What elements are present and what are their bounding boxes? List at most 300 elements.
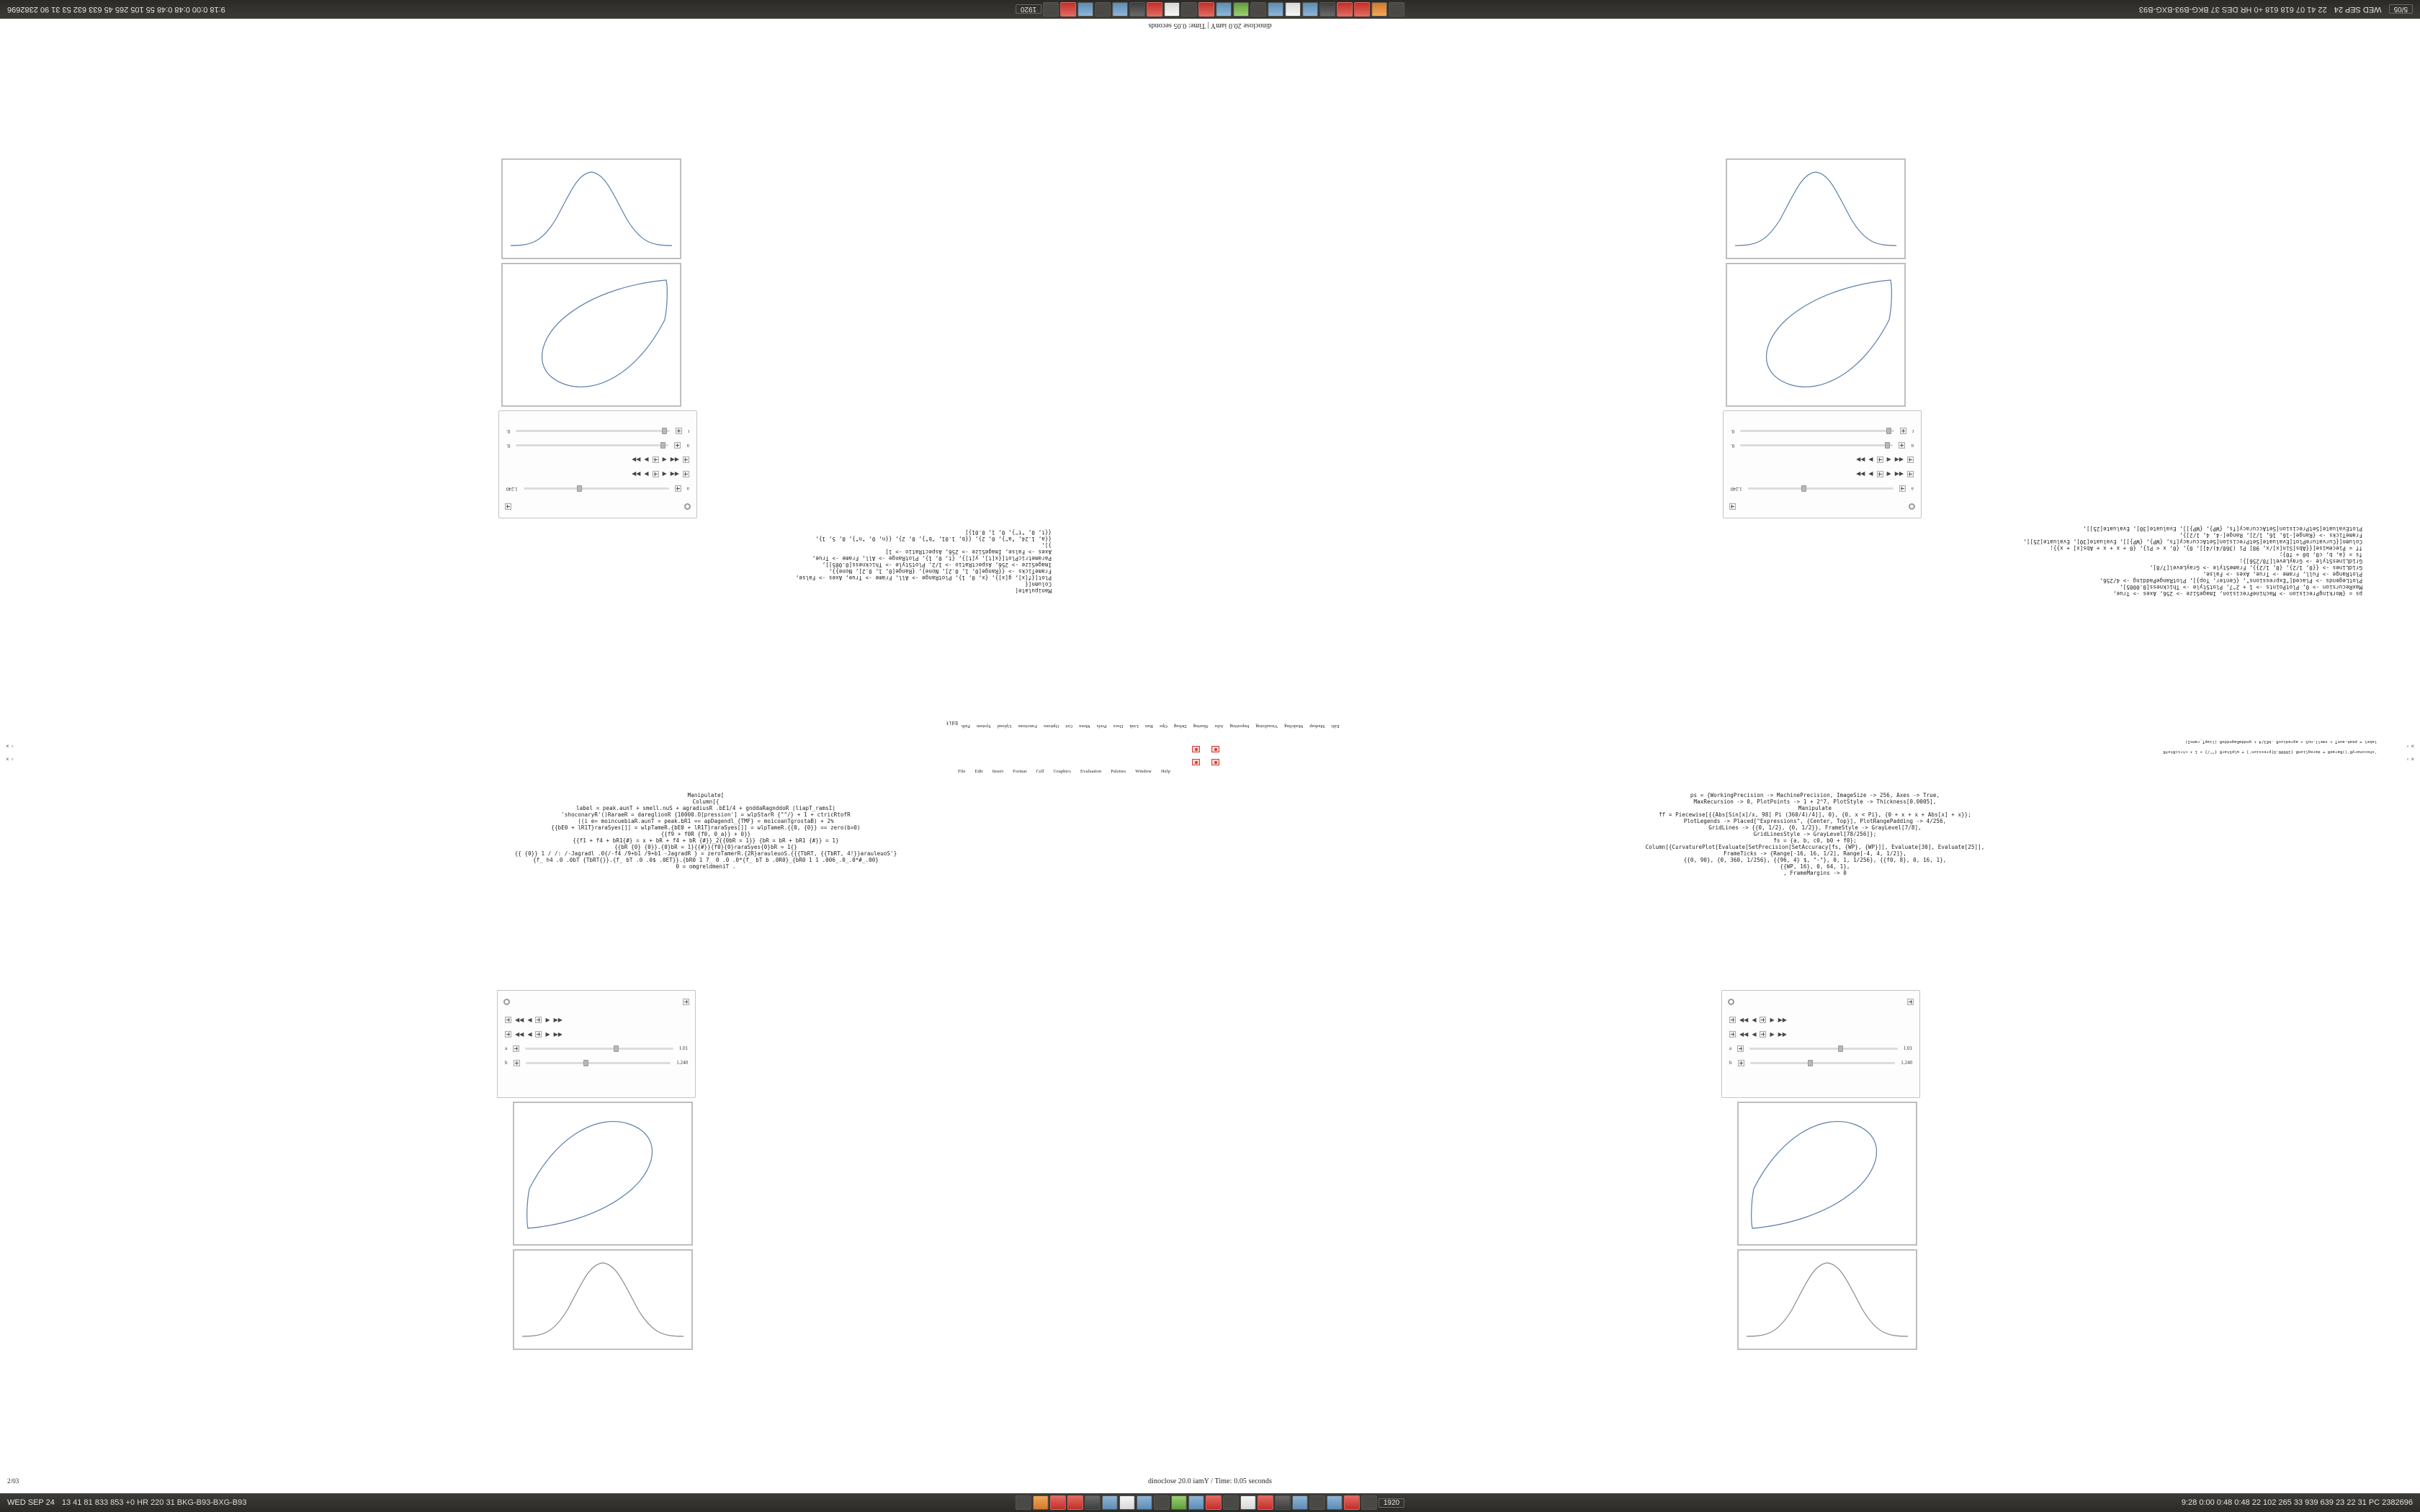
- menu-file[interactable]: File: [958, 769, 966, 774]
- step-back-fast-button[interactable]: ◀◀: [1739, 1030, 1749, 1038]
- bell-plot-bottom-left: [513, 1249, 693, 1350]
- firefox-icon[interactable]: [1371, 2, 1387, 17]
- step-back-button[interactable]: ◀: [1752, 1030, 1757, 1038]
- mathematica-icon[interactable]: [1060, 2, 1076, 17]
- step-back-fast-button[interactable]: ◀◀: [1894, 471, 1904, 478]
- step-back-button[interactable]: ◀: [1886, 471, 1891, 478]
- menu-item[interactable]: Visualizing: [1255, 724, 1278, 729]
- code-line: {{bE0 + lR1T}raraSyes[]] = wlpTameR.{bE0 + lR1T}raraSyes[]] = wlpTameR.{{0, {0}} == zero(b=0): [551, 824, 861, 831]
- text-editor-icon[interactable]: [1302, 2, 1318, 17]
- menu-item[interactable]: Link: [1129, 724, 1139, 729]
- slider-value-a: 1.240: [506, 486, 518, 492]
- plus-icon[interactable]: [1729, 1017, 1736, 1023]
- slider-label-t: t: [688, 428, 689, 434]
- plus-icon[interactable]: [513, 1045, 519, 1052]
- menu-item[interactable]: Functions: [1018, 724, 1038, 729]
- notebook-top-left[interactable]: [497, 72, 697, 518]
- log-text: 'shoconaryR'()RaraeR = dareglionR {10000.O[pression'] = wlpStarR {""/} + 1 + ctricRtofR: [2163, 750, 2377, 754]
- menu-item[interactable]: Prefs: [1096, 724, 1107, 729]
- code-block-top-left[interactable]: [94, 529, 1052, 594]
- step-back-fast-button[interactable]: ◀◀: [670, 471, 679, 478]
- close-icon[interactable]: ×: [2411, 743, 2414, 750]
- code-line: Column[{: [1025, 581, 1052, 588]
- code-line: FrameTicks -> {Range[-16, 16, 1/2], Range[-4, 4, 1/2]},: [1724, 850, 1906, 857]
- gear-icon[interactable]: [503, 999, 510, 1005]
- secondary-menubar-top[interactable]: [962, 724, 1340, 729]
- code-line: 'shoconaryR'()RaraeR = dareglionR {10000.O[pression'] = wlpStarR {""/} + 1 + ctricRtofR: [561, 811, 851, 818]
- play-button[interactable]: [1760, 1017, 1766, 1023]
- play-button[interactable]: [1877, 457, 1883, 464]
- curve-plot-top-left: [501, 158, 681, 259]
- step-back-button[interactable]: ◀: [527, 1030, 532, 1038]
- code-line: {{0, 90}, {0, 360, 1/256}, {{96, 4} $, "-"}, 0, 1, 1/256}, {{f0, 8}, 0, 16, 1},: [1683, 857, 1947, 863]
- top-panel-tray: [1016, 2, 1404, 17]
- animation-controls-b[interactable]: [1724, 453, 1921, 467]
- step-fwd-fast-button[interactable]: ▶▶: [1856, 456, 1865, 464]
- mail-icon[interactable]: [1258, 1495, 1273, 1510]
- calculator-icon[interactable]: [1250, 2, 1266, 17]
- menu-item[interactable]: System: [976, 724, 991, 729]
- bell-plot-bottom-right: [1737, 1249, 1917, 1350]
- step-fwd-fast-button[interactable]: ▶▶: [1856, 471, 1865, 478]
- notebook-bottom-right[interactable]: [1721, 990, 1922, 1436]
- slider-row-b[interactable]: [498, 1056, 695, 1070]
- animation-controls-b[interactable]: [498, 1027, 695, 1041]
- slider-track-a[interactable]: [1748, 488, 1894, 490]
- code-line: ff = Piecewise[{{Abs[Sin[x]/x, 98] Pi (360/4)/4]], 0}, {0, x < Pi}, {0 + x + x + Abs[x] + x}};: [1659, 811, 1971, 818]
- plus-icon[interactable]: [1737, 1045, 1744, 1052]
- code-line: {{bR {0} {0}}.{0}bR = 1}{{#}}{f0}{0}raraSyes{0}bR = 1{}: [614, 844, 797, 850]
- recorder-icon[interactable]: [1050, 1495, 1066, 1510]
- step-fwd-fast-button[interactable]: ▶▶: [1778, 1030, 1787, 1038]
- menu-format[interactable]: Format: [1013, 769, 1027, 774]
- slider-row-a[interactable]: [499, 482, 696, 496]
- plus-icon[interactable]: [683, 472, 689, 478]
- files-icon[interactable]: [1389, 2, 1404, 17]
- slider-value-t: 0.: [506, 428, 511, 434]
- code-line: 0 = omgreldmeniT .: [676, 863, 736, 870]
- plus-icon[interactable]: [1899, 443, 1906, 449]
- plus-icon[interactable]: [505, 504, 511, 510]
- plus-icon[interactable]: [675, 486, 681, 492]
- archive-icon[interactable]: [1171, 1495, 1187, 1510]
- slider-value-n: 0.: [1731, 443, 1735, 449]
- code-line: PlotEvaluate[SetPrecision[SetAccuracy[fs, {WP}, {WP}]], Evaluate[30], Evaluate[25]],: [2083, 526, 2362, 532]
- code-line: GridLinesStyle -> GrayLevel[78/256]};: [2239, 558, 2362, 564]
- editor-icon[interactable]: [1309, 1495, 1325, 1510]
- window-title-top: dinoclose 20.0 iamY | Time: 0.05 seconds: [1148, 22, 1272, 30]
- play-button[interactable]: [535, 1017, 542, 1023]
- plus-icon[interactable]: [1907, 457, 1914, 464]
- manipulate-header: [1724, 496, 1921, 518]
- slider-label-a: a: [1729, 1045, 1732, 1051]
- code-line: {{f9 + f0R {f0, 0_a}} + 0}}: [660, 831, 751, 837]
- image-viewer-icon[interactable]: [1268, 2, 1283, 17]
- window-controls-right-2[interactable]: [2406, 756, 2414, 762]
- manipulate-panel-top-right[interactable]: [1723, 410, 1922, 518]
- terminal-icon[interactable]: [1319, 2, 1335, 17]
- step-fwd-button[interactable]: ▶: [545, 1016, 550, 1023]
- code-line: ((i e= moincuebiaR.aunT = peak.bR1 == apDagendl_{TMF} = moicoanTgrostaB) + 2%: [578, 818, 834, 824]
- workspace-indicator-bottom[interactable]: 2/03: [7, 1477, 19, 1485]
- play-button[interactable]: [653, 457, 659, 464]
- gear-icon[interactable]: [1728, 999, 1734, 1005]
- code-line: FrameTicks -> {Range[-16, 16, 1/2], Range[-4, 4, 1/2]},: [2179, 532, 2362, 539]
- slider-track-a[interactable]: [1749, 1048, 1898, 1050]
- menu-item[interactable]: Debug: [1173, 724, 1187, 729]
- menubar-items-reversed[interactable]: Edit: [946, 720, 958, 726]
- step-fwd-button[interactable]: ▶: [1868, 471, 1873, 478]
- code-line: GridLinesStyle -> GrayLevel[78/256]};: [1753, 831, 1877, 837]
- slider-value-a: 1.01: [678, 1045, 688, 1051]
- mathematica-icon[interactable]: [1285, 2, 1301, 17]
- gear-icon[interactable]: [1909, 504, 1915, 510]
- code-line: {{ {0}} 1 / /: /-Jagradl .0{/-f4 /9+b1 /9+b1 -JagradR } = zeroTamerR.{2R}arauleuoS.{{{TbRT, {{TbRT, 4!}}arauleuoS'}: [514, 850, 897, 857]
- window-controls-left-2[interactable]: [6, 756, 14, 762]
- manipulate-header: [499, 496, 696, 518]
- code-line: MaxRecursion -> 0, PlotPoints -> 1 + 2^7, PlotStyle -> Thickness[0.0005],: [1693, 798, 1937, 805]
- step-fwd-button[interactable]: ▶: [644, 456, 649, 464]
- bottom-panel-status: 9:28 0:00 0:48 0:48 22 102 265 33 939 639 23 22 31 PC 2382696: [2181, 1498, 2413, 1507]
- notebook-top-right[interactable]: [1721, 72, 1922, 518]
- window-status-bottom: dinoclose 20.0 iamY / Time: 0.05 seconds: [1148, 1477, 1272, 1485]
- parametric-plot-top-left: [501, 263, 681, 407]
- menu-item[interactable]: Jobs: [1214, 724, 1224, 729]
- slider-value-t: 0.: [1731, 428, 1735, 434]
- animation-controls-a[interactable]: [1722, 1012, 1919, 1027]
- plus-icon[interactable]: [1907, 999, 1914, 1005]
- step-back-fast-button[interactable]: ◀◀: [515, 1016, 524, 1023]
- gear-icon[interactable]: [684, 504, 691, 510]
- slider-row-b[interactable]: [1722, 1056, 1919, 1070]
- bottom-panel-left: [0, 1498, 254, 1507]
- code-line: fs = {a, b, c0, b0 + f0};: [1773, 837, 1857, 844]
- mathematica-icon[interactable]: [1119, 1495, 1135, 1510]
- parametric-plot-top-right: [1726, 263, 1906, 407]
- plus-icon[interactable]: [505, 1031, 511, 1038]
- menu-insert[interactable]: Insert: [992, 769, 1004, 774]
- code-line: Column[{CurvaturePlot[Evaluate[SetPrecision[SetAccuracy[fs, {WP}, {WP}]], Evaluate[30], Evaluate[25]],: [1645, 844, 1985, 850]
- media-player-icon[interactable]: [1181, 2, 1197, 17]
- menu-graphics[interactable]: Graphics: [1053, 769, 1072, 774]
- play-button[interactable]: [1877, 472, 1883, 478]
- top-panel-sysinfo: 22 41 07 618 618 +0 HR DES 37 BKG-B93-BXG-B93: [2138, 5, 2327, 14]
- code-line: MaxRecursion -> 0, PlotPoints -> 1 + 2^7, PlotStyle -> Thickness[0.0005],: [2120, 584, 2362, 590]
- step-back-fast-button[interactable]: ◀◀: [515, 1030, 524, 1038]
- code-line: Axes -> False, ImageSize -> 256, AspectRatio -> 1]: [885, 549, 1052, 555]
- curve-plot-top-right: [1726, 158, 1906, 259]
- bottom-panel-tray: [1016, 1495, 1404, 1510]
- menu-item[interactable]: Get: [1065, 724, 1072, 729]
- animation-controls-a[interactable]: [498, 1012, 695, 1027]
- slider-value-b: 1.240: [1901, 1060, 1912, 1066]
- slider-label-n: n: [686, 443, 689, 449]
- slider-label-a: a: [686, 486, 689, 492]
- step-back-button[interactable]: ◀: [662, 456, 667, 464]
- code-line: {{WP, 16}, 0, 64, 1},: [1780, 863, 1850, 870]
- code-line: Plot[{f[x], g[x]}, {x, 0, 1}, PlotRange -> All, Frame -> True, Axes -> False,: [795, 575, 1052, 581]
- step-fwd-button[interactable]: ▶: [1770, 1030, 1775, 1038]
- recorder-icon[interactable]: [1354, 2, 1370, 17]
- code-line: ff = Piecewise[{{Abs[Sin[x]/x, 98] Pi (360/4)/4]], 0}, {0, x < Pi}, {0 + x + x + Abs[x] + x}};: [2050, 545, 2362, 552]
- plus-icon[interactable]: [1729, 504, 1736, 510]
- plus-icon[interactable]: [505, 1017, 511, 1023]
- recorder-icon[interactable]: [1337, 2, 1353, 17]
- close-icon[interactable]: ×: [6, 756, 9, 762]
- mathematica-icon[interactable]: [1327, 1495, 1343, 1510]
- recorder-icon[interactable]: [1067, 1495, 1083, 1510]
- log-row-lower: [43, 752, 2377, 760]
- play-button[interactable]: [653, 472, 659, 478]
- window-controls-left[interactable]: [6, 743, 14, 750]
- slider-track-b[interactable]: [1750, 1062, 1896, 1064]
- plus-icon[interactable]: [1729, 1031, 1736, 1038]
- slider-label-t: t: [1912, 428, 1914, 434]
- slider-label-a: a: [1911, 486, 1914, 492]
- slider-value-a: 1.01: [1903, 1045, 1912, 1051]
- menu-item[interactable]: Options: [1044, 724, 1059, 729]
- code-line: PlotLegends -> Placed["Expressions", {Center, Top}], PlotRangePadding -> 4/256,: [2099, 577, 2362, 584]
- animation-controls-b[interactable]: [1722, 1027, 1919, 1041]
- slider-row-a[interactable]: [1722, 1041, 1919, 1056]
- menubar-main[interactable]: [958, 769, 1170, 774]
- step-fwd-fast-button[interactable]: ▶▶: [553, 1030, 563, 1038]
- code-line: GridLines -> {{0, 1/2}, {0, 1/2}}, FrameStyle -> GrayLevel[7/8],: [2149, 564, 2362, 571]
- slider-value-a: 1.240: [1731, 486, 1742, 492]
- bottom-panel-sysinfo: 13 41 81 833 853 +0 HR 220 31 BKG-B93-BXG-B93: [61, 1498, 247, 1507]
- code-line: GridLines -> {{0, 1/2}, {0, 1/2}}, FrameStyle -> GrayLevel[7/8],: [1708, 824, 1922, 831]
- close-icon[interactable]: ×: [2411, 756, 2414, 762]
- top-panel-badge[interactable]: 1920: [1016, 5, 1041, 14]
- menubar-mirrored[interactable]: [946, 720, 958, 726]
- code-line: Column[{CurvaturePlot[Evaluate[SetPrecision[SetAccuracy[fs, {WP}, {WP}]], Evaluate[30], Evaluate[25]],: [2023, 539, 2362, 545]
- alert-indicator-4[interactable]: [1211, 756, 1219, 769]
- plus-icon[interactable]: [683, 999, 689, 1005]
- code-line: fs = {a, b, c0, b0 + f0};: [2279, 552, 2362, 558]
- files-icon[interactable]: [1016, 1495, 1031, 1510]
- plus-icon[interactable]: [676, 428, 682, 435]
- step-back-fast-button[interactable]: ◀◀: [670, 456, 679, 464]
- alert-indicator-1[interactable]: [1192, 743, 1200, 756]
- menu-cell[interactable]: Cell: [1036, 769, 1044, 774]
- step-fwd-fast-button[interactable]: ▶▶: [553, 1016, 563, 1023]
- slider-label-b: b: [505, 1060, 508, 1066]
- menu-item[interactable]: Ops: [1160, 724, 1168, 729]
- menu-item[interactable]: Importing: [1229, 724, 1250, 729]
- plus-icon[interactable]: [675, 443, 681, 449]
- code-line: ParametricPlot[{x[t], y[t]}, {t, 0, 1}, PlotRange -> All, Frame -> True,: [812, 555, 1052, 562]
- step-back-fast-button[interactable]: ◀◀: [1739, 1016, 1749, 1023]
- step-back-button[interactable]: ◀: [1752, 1016, 1757, 1023]
- manipulate-panel-bottom-right[interactable]: [1721, 990, 1920, 1098]
- firefox-icon[interactable]: [1033, 1495, 1049, 1510]
- menu-palettes[interactable]: Palettes: [1111, 769, 1126, 774]
- settings-icon[interactable]: [1206, 1495, 1222, 1510]
- step-fwd-fast-button[interactable]: ▶▶: [632, 456, 641, 464]
- slider-track-n[interactable]: [1740, 445, 1893, 447]
- code-line: FrameTicks -> {{Range[0, 1, 0.2], None}, {Range[0, 1, 0.2], None}},: [828, 568, 1052, 575]
- mathematica-icon[interactable]: [1344, 1495, 1360, 1510]
- code-line: Manipulate[: [687, 792, 725, 798]
- code-line: }],: [1041, 542, 1052, 549]
- media-player-icon[interactable]: [1223, 1495, 1239, 1510]
- menu-item[interactable]: Menu: [1079, 724, 1090, 729]
- minimize-icon[interactable]: ▫: [2406, 743, 2409, 750]
- editor-icon[interactable]: [1095, 2, 1111, 17]
- log-text: label = peak.aunT + smell.nuS + agradiusR .bE1/4 + gnddaRagnddoR (liapT_ramsI): [2184, 739, 2377, 744]
- slider-track-t[interactable]: [1740, 431, 1894, 433]
- step-fwd-button[interactable]: ▶: [545, 1030, 550, 1038]
- menu-item[interactable]: Markup: [1309, 724, 1325, 729]
- play-button[interactable]: [535, 1031, 542, 1038]
- image-viewer-icon[interactable]: [1137, 1495, 1152, 1510]
- minimize-icon[interactable]: ▫: [11, 743, 14, 750]
- code-line: ImageSize -> 256, AspectRatio -> 1/2, PlotStyle -> Thickness[0.005]],: [822, 562, 1052, 568]
- bottom-panel-right: [2174, 1498, 2420, 1507]
- animation-controls-b[interactable]: [499, 453, 696, 467]
- parametric-plot-bottom-left: [513, 1102, 693, 1246]
- alert-indicator-2[interactable]: [1211, 743, 1219, 756]
- window-controls-right[interactable]: [2406, 743, 2414, 750]
- menu-item[interactable]: Upload: [997, 724, 1012, 729]
- calculator-icon[interactable]: [1154, 1495, 1170, 1510]
- maximize-icon[interactable]: ▫: [11, 756, 14, 762]
- plus-icon[interactable]: [1900, 428, 1906, 435]
- menu-item[interactable]: Run: [1144, 724, 1154, 729]
- slider-track-a[interactable]: [524, 488, 669, 490]
- menu-evaluation[interactable]: Evaluation: [1080, 769, 1102, 774]
- step-back-button[interactable]: ◀: [527, 1016, 532, 1023]
- play-button[interactable]: [1760, 1031, 1766, 1038]
- slider-value-n: 0.: [506, 443, 511, 449]
- step-fwd-fast-button[interactable]: ▶▶: [632, 471, 641, 478]
- slider-row-t[interactable]: [1724, 424, 1921, 438]
- animation-controls-a[interactable]: [499, 467, 696, 482]
- bottom-panel-clock: WED SEP 24: [7, 1498, 55, 1507]
- menu-item[interactable]: Docs: [1113, 724, 1124, 729]
- top-panel-right: [0, 5, 233, 14]
- top-workspace-indicator[interactable]: 5/05: [2389, 5, 2413, 14]
- monitor-icon[interactable]: [1112, 2, 1128, 17]
- code-line: , FrameMargins -> 0: [1783, 870, 1847, 876]
- menu-item[interactable]: Edit: [1331, 724, 1340, 729]
- terminal-icon[interactable]: [1085, 1495, 1101, 1510]
- plus-icon[interactable]: [514, 1060, 520, 1066]
- slider-track-n[interactable]: [516, 445, 668, 447]
- slider-row-n[interactable]: [1724, 438, 1921, 453]
- plus-icon[interactable]: [1899, 486, 1906, 492]
- help-icon[interactable]: [1361, 1495, 1377, 1510]
- code-line: PlotLegends -> Placed["Expressions", {Center, Top}], PlotRangePadding -> 4/256,: [1683, 818, 1947, 824]
- menu-item[interactable]: Sharing: [1193, 724, 1209, 729]
- top-panel: [0, 0, 2420, 19]
- help-icon[interactable]: [1043, 2, 1059, 17]
- log-row-upper: [43, 739, 2377, 750]
- top-panel-clock: WED SEP 24: [2334, 5, 2382, 14]
- step-fwd-button[interactable]: ▶: [1868, 456, 1873, 464]
- top-panel-left: [2132, 5, 2420, 14]
- mathematica-icon[interactable]: [1077, 2, 1093, 17]
- code-line: Column[{: [692, 798, 720, 805]
- code-line: label = peak.aunT + smell.nuS + agradiusR .bE1/4 + gnddaRagnddoR (liapT_ramsI): [576, 805, 835, 811]
- bottom-panel-badge[interactable]: 1920: [1379, 1498, 1404, 1508]
- mail-icon[interactable]: [1147, 2, 1162, 17]
- browser-icon[interactable]: [1188, 1495, 1204, 1510]
- maximize-icon[interactable]: ▫: [2406, 756, 2409, 762]
- slider-track-t[interactable]: [516, 431, 670, 433]
- menu-window[interactable]: Window: [1135, 769, 1152, 774]
- code-line: ps = {WorkingPrecision -> MachinePrecision, ImageSize -> 256, Axes -> True,: [2112, 590, 2362, 597]
- code-line: {{a, 1.24, "a"}, 0, 2}, {{b, 1.01, "b"}, 0, 2}, {{n, 0, "n"}, 0, 5, 1},: [815, 536, 1052, 542]
- slider-label-a: a: [505, 1045, 508, 1051]
- text-editor-icon[interactable]: [1102, 1495, 1118, 1510]
- code-line: {{f1 + f4 + bR1{#} = x + bR + f4 + bR {#}}_2{{0bR = 1}} {bR = bR + bR1 {#}} = 1}: [573, 837, 839, 844]
- menu-help[interactable]: Help: [1160, 769, 1171, 774]
- manipulate-header: [1722, 991, 1919, 1012]
- code-line: ps = {WorkingPrecision -> MachinePrecision, ImageSize -> 256, Axes -> True,: [1690, 792, 1940, 798]
- bottom-panel: [0, 1493, 2420, 1512]
- step-back-button[interactable]: ◀: [1886, 456, 1891, 464]
- code-block-bottom-left[interactable]: [238, 792, 1174, 870]
- parametric-plot-bottom-right: [1737, 1102, 1917, 1246]
- notes-icon[interactable]: [1164, 2, 1180, 17]
- step-fwd-button[interactable]: ▶: [1770, 1016, 1775, 1023]
- step-back-button[interactable]: ◀: [662, 471, 667, 478]
- close-icon[interactable]: ×: [6, 743, 9, 750]
- notes-icon[interactable]: [1240, 1495, 1256, 1510]
- slider-row-t[interactable]: [499, 424, 696, 438]
- plus-icon[interactable]: [1738, 1060, 1744, 1066]
- menu-item[interactable]: Modeling: [1284, 724, 1304, 729]
- slider-label-n: n: [1911, 443, 1914, 449]
- manipulate-panel-top-left[interactable]: [498, 410, 697, 518]
- monitor-icon[interactable]: [1292, 1495, 1308, 1510]
- slider-track-a[interactable]: [525, 1048, 673, 1050]
- alert-indicator-3[interactable]: [1192, 756, 1200, 769]
- menu-item[interactable]: Path: [962, 724, 970, 729]
- step-back-fast-button[interactable]: ◀◀: [1894, 456, 1904, 464]
- code-line: {f_ h4 .0 .0bT {TbRT{}}.{f_ bT .0 .0$ .0ET}}.{bR0 1 7_ 0 .0 .0*{f_ bT b .0R0}_{bR0 1 1 .006_.0_.0*#_.00}: [533, 857, 879, 863]
- plus-icon[interactable]: [683, 457, 689, 464]
- code-line: PlotRange -> Full, Frame -> True, Axes -> False,: [2202, 571, 2362, 577]
- step-fwd-fast-button[interactable]: ▶▶: [1778, 1016, 1787, 1023]
- code-block-top-right[interactable]: [1282, 526, 2362, 597]
- browser-icon[interactable]: [1216, 2, 1232, 17]
- code-line: Manipulate[: [1015, 588, 1052, 594]
- code-line: {{t, 0, "t"}, 0, 1, 0.01}]: [965, 529, 1052, 536]
- animation-controls-a[interactable]: [1724, 467, 1921, 482]
- plus-icon[interactable]: [1907, 472, 1914, 478]
- slider-row-n[interactable]: [499, 438, 696, 453]
- chat-icon[interactable]: [1129, 2, 1145, 17]
- chat-icon[interactable]: [1275, 1495, 1291, 1510]
- settings-icon[interactable]: [1198, 2, 1214, 17]
- slider-track-b[interactable]: [526, 1062, 671, 1064]
- top-panel-status: 9:18 0:00 0:48 0:48 55 105 265 45 633 632 53 31 90 2382696: [7, 5, 225, 14]
- manipulate-header: [498, 991, 695, 1012]
- code-block-bottom-right[interactable]: [1268, 792, 2362, 876]
- archive-icon[interactable]: [1233, 2, 1249, 17]
- slider-label-b: b: [1729, 1060, 1732, 1066]
- slider-row-a[interactable]: [498, 1041, 695, 1056]
- menu-edit[interactable]: Edit: [974, 769, 983, 774]
- step-fwd-button[interactable]: ▶: [644, 471, 649, 478]
- code-line: Manipulate: [1798, 805, 1832, 811]
- manipulate-panel-bottom-left[interactable]: [497, 990, 696, 1098]
- notebook-bottom-left[interactable]: [497, 990, 697, 1436]
- slider-row-a[interactable]: [1724, 482, 1921, 496]
- slider-value-b: 1.240: [676, 1060, 688, 1066]
